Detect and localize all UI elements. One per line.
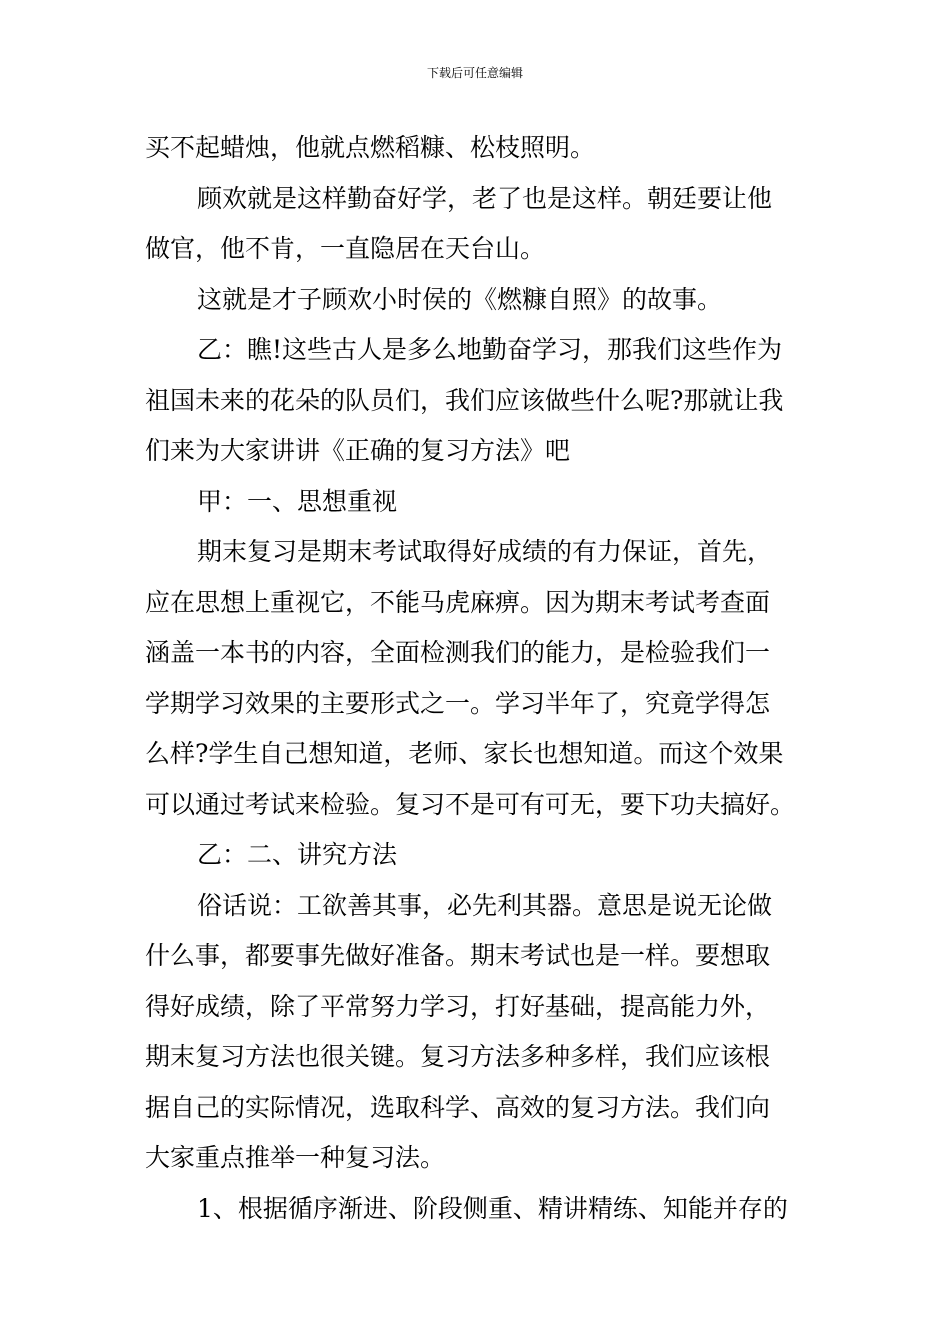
text-line: 俗话说：工欲善其事，必先利其器。意思是说无论做 <box>197 890 773 920</box>
text-line: 据自己的实际情况，选取科学、高效的复习方法。我们向 <box>145 1092 771 1122</box>
text-line: 期末复习方法也很关键。复习方法多种多样，我们应该根 <box>145 1042 771 1071</box>
text-line: 应在思想上重视它，不能马虎麻痹。因为期末考试考查面 <box>145 587 771 617</box>
text-line: 乙：二、讲究方法 <box>197 840 398 869</box>
text-line: 学期学习效果的主要形式之一。学习半年了，究竟学得怎 <box>145 688 771 718</box>
text-line: 什么事，都要事先做好准备。期末考试也是一样。要想取 <box>145 941 771 970</box>
text-line: 甲：一、思想重视 <box>197 486 398 516</box>
text-line: 么样?学生自己想知道，老师、家长也想知道。而这个效果 <box>145 739 784 768</box>
text-line: 大家重点推举一种复习法。 <box>145 1143 446 1172</box>
text-line: 做官，他不肯，一直隐居在天台山。 <box>145 234 546 263</box>
document-body <box>145 123 815 1234</box>
text-line: 乙：瞧!这些古人是多么地勤奋学习，那我们这些作为 <box>197 335 783 364</box>
text-line: 涵盖一本书的内容，全面检测我们的能力，是检验我们一 <box>145 638 771 667</box>
text-line: 得好成绩，除了平常努力学习，打好基础，提高能力外， <box>145 991 771 1021</box>
text-line: 1、根据循序渐进、阶段侧重、精讲精练、知能并存的 <box>197 1193 788 1223</box>
text-line: 顾欢就是这样勤奋好学，老了也是这样。朝廷要让他 <box>197 183 773 213</box>
text-line: 可以通过考试来检验。复习不是可有可无，要下功夫搞好。 <box>145 789 796 819</box>
text-line: 祖国未来的花朵的队员们，我们应该做些什么呢?那就让我 <box>145 385 784 415</box>
page-header: 下载后可任意编辑 <box>426 66 523 80</box>
text-line: 期末复习是期末考试取得好成绩的有力保证，首先， <box>197 537 773 566</box>
text-line: 买不起蜡烛，他就点燃稻糠、松枝照明。 <box>145 133 596 162</box>
text-line: 这就是才子顾欢小时侯的《燃糠自照》的故事。 <box>197 284 723 314</box>
text-line: 们来为大家讲讲《正确的复习方法》吧 <box>145 436 571 465</box>
